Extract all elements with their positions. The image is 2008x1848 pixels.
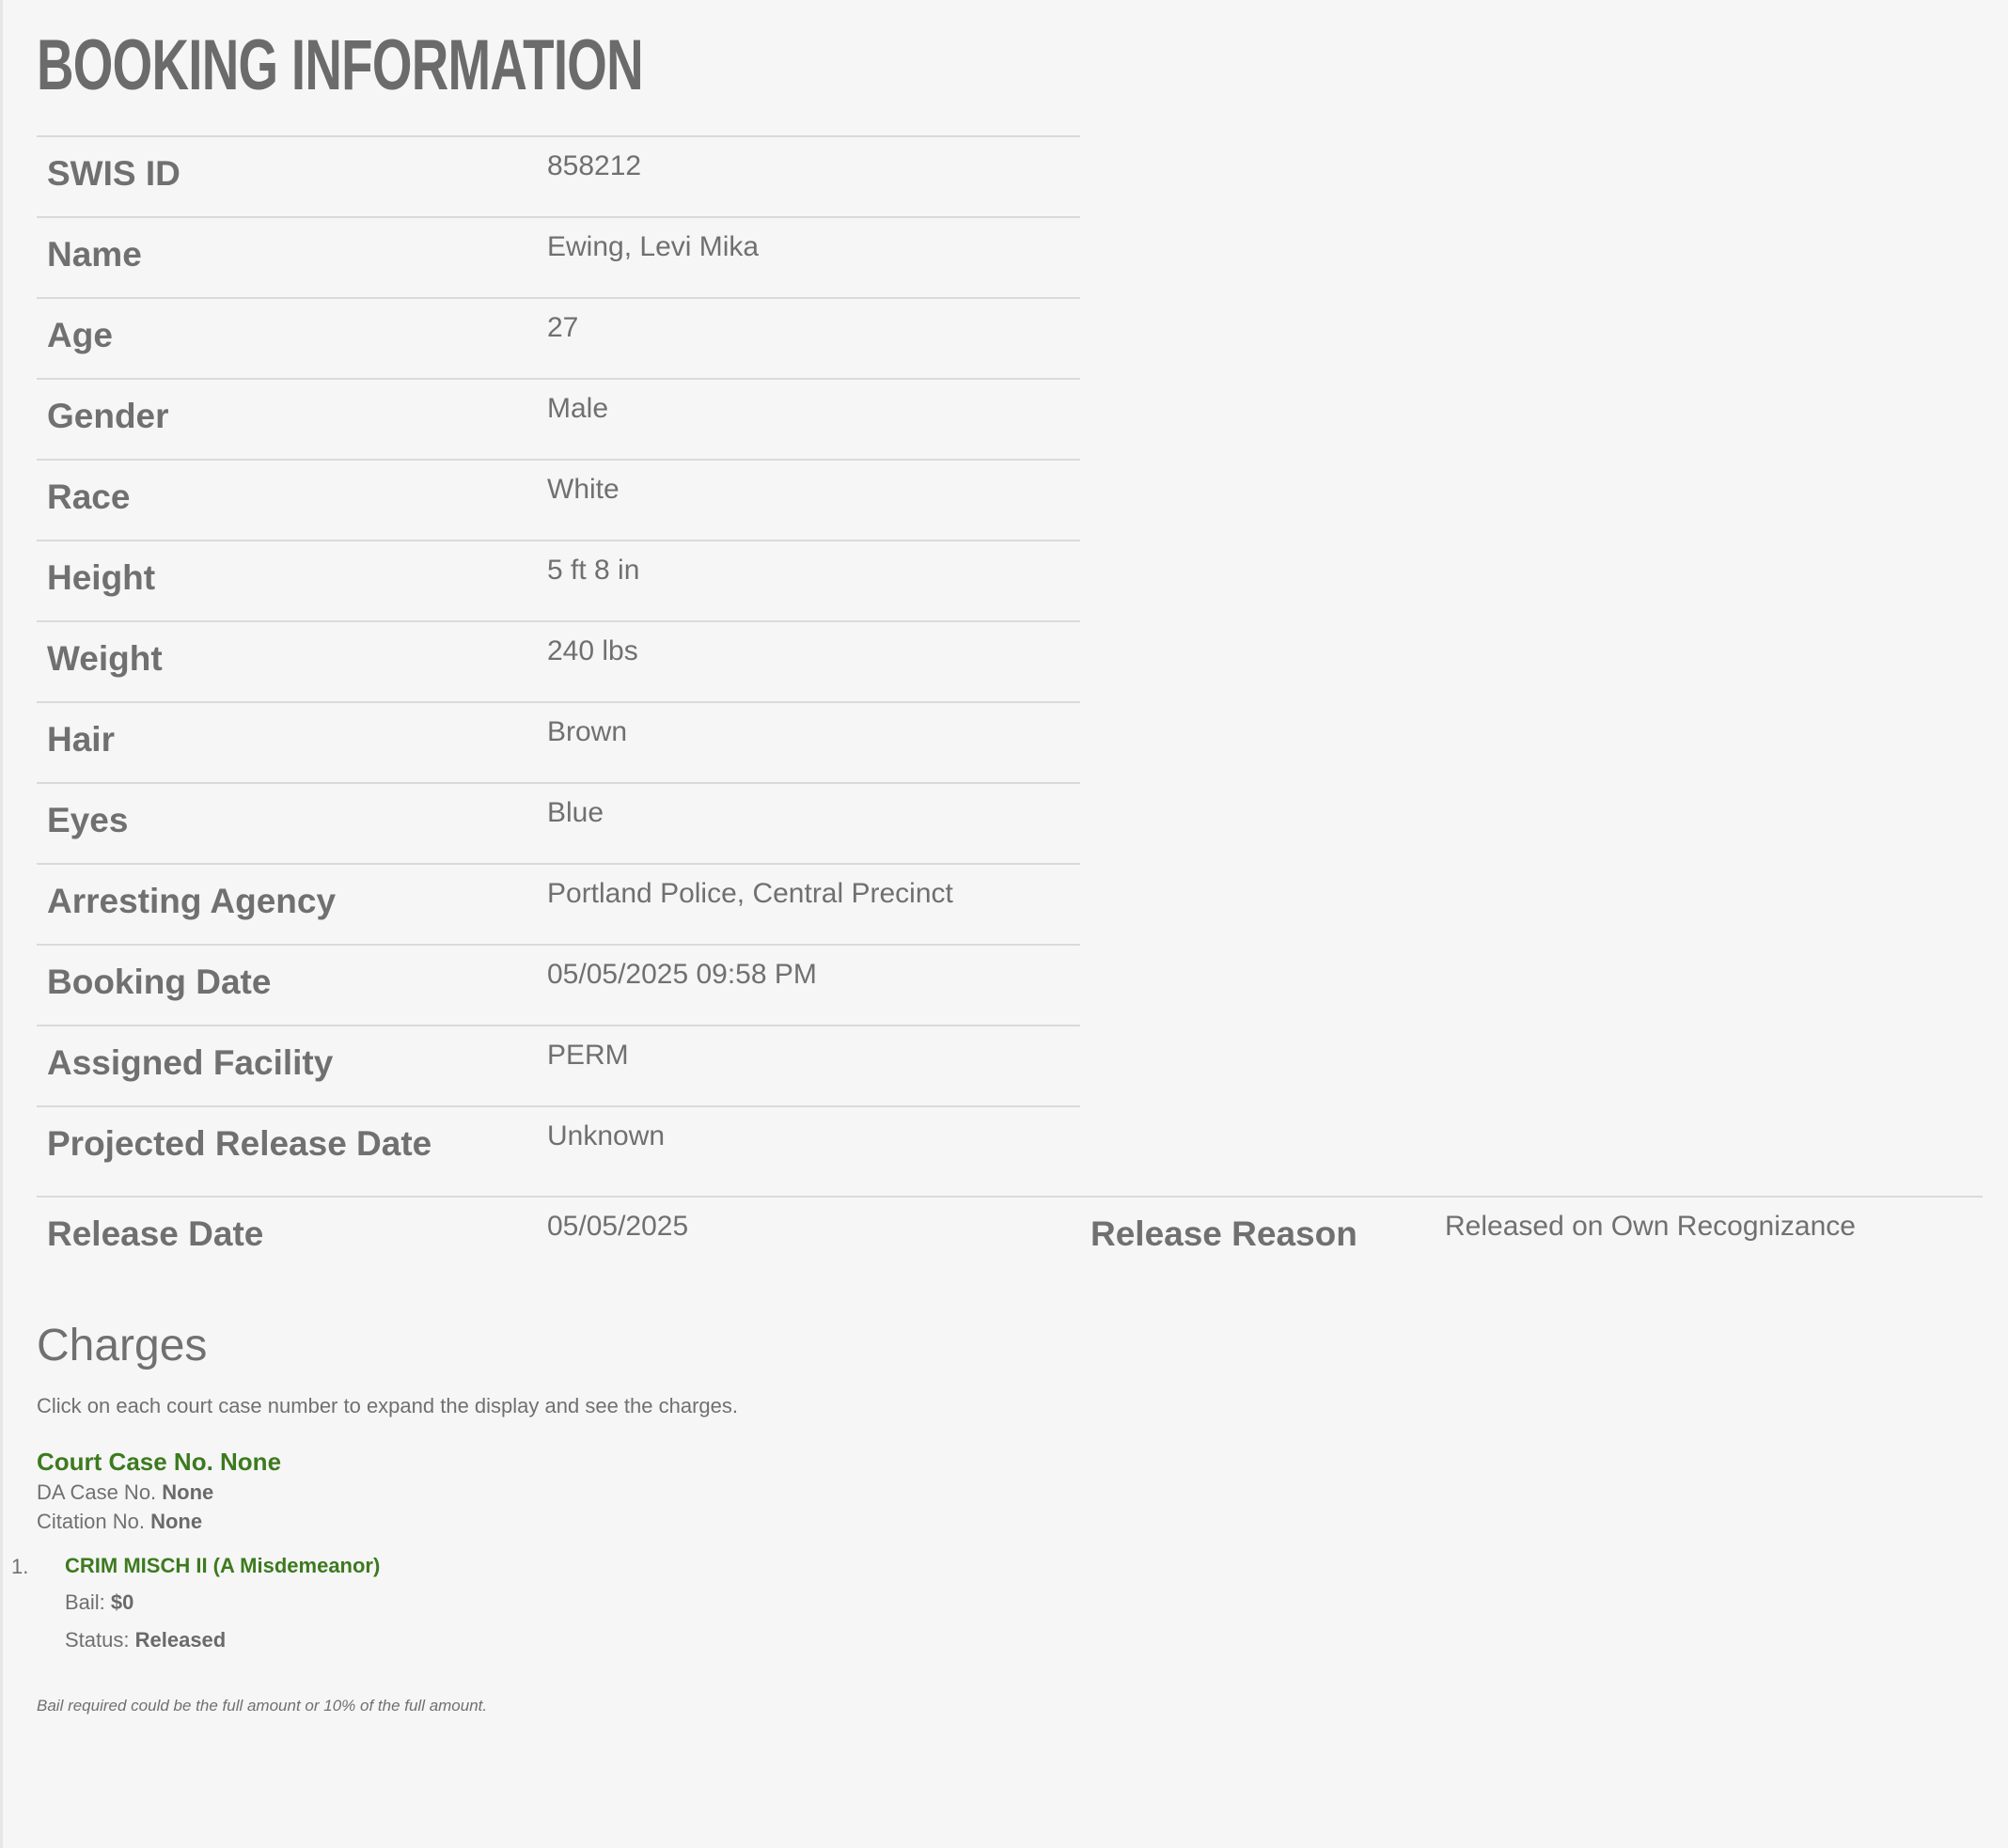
- charges-heading: Charges: [37, 1321, 208, 1370]
- charge-status-line: [65, 1628, 226, 1652]
- charge-bail-line: [65, 1590, 133, 1615]
- bail-value: $0: [110, 1590, 134, 1614]
- info-row-age: [37, 297, 1080, 378]
- info-value: 240 lbs: [547, 635, 638, 666]
- release-date-value: 05/05/2025: [547, 1211, 689, 1242]
- info-label: Hair: [47, 720, 115, 759]
- bail-label: Bail:: [65, 1590, 105, 1614]
- info-value: Brown: [547, 716, 628, 747]
- bail-footnote: Bail required could be the full amount or 10% of the full amount.: [37, 1697, 488, 1715]
- release-date-label: Release Date: [47, 1214, 264, 1253]
- info-value: White: [547, 474, 620, 505]
- info-label: Eyes: [47, 801, 129, 839]
- da-case-value: None: [162, 1480, 214, 1504]
- release-reason-label: Release Reason: [1090, 1214, 1357, 1253]
- info-value: Unknown: [547, 1120, 666, 1151]
- info-label: Age: [47, 316, 113, 354]
- info-row-eyes: [37, 782, 1080, 863]
- info-value: 05/05/2025 09:58 PM: [547, 959, 817, 990]
- info-row-assigned-facility: [37, 1025, 1080, 1105]
- da-case-line: [37, 1480, 213, 1505]
- info-label: Weight: [47, 639, 163, 678]
- info-value: Ewing, Levi Mika: [547, 231, 760, 262]
- citation-line: [37, 1510, 202, 1534]
- page-title: BOOKING INFORMATION: [37, 25, 643, 105]
- info-value: 5 ft 8 in: [547, 555, 640, 586]
- info-row-gender: [37, 378, 1080, 459]
- status-value: Released: [134, 1628, 227, 1652]
- page-left-border: [0, 0, 3, 1848]
- info-label: Projected Release Date: [47, 1124, 432, 1163]
- charges-help-text: Click on each court case number to expand the display and see the charges.: [37, 1394, 739, 1417]
- info-label: Assigned Facility: [47, 1043, 334, 1082]
- info-label: Gender: [47, 397, 169, 435]
- info-label: Race: [47, 478, 131, 516]
- info-row-swis-id: [37, 135, 1080, 216]
- info-row-hair: [37, 701, 1080, 782]
- info-value: Male: [547, 393, 609, 424]
- info-row-race: [37, 459, 1080, 540]
- charge-name-link[interactable]: CRIM MISCH II (A Misdemeanor): [65, 1554, 381, 1577]
- release-reason-value: Released on Own Recognizance: [1445, 1211, 1856, 1242]
- info-value: 858212: [547, 150, 642, 181]
- charge-number: 1.: [11, 1555, 29, 1578]
- info-value: PERM: [547, 1040, 629, 1071]
- info-label: SWIS ID: [47, 154, 180, 193]
- info-row-booking-date: [37, 944, 1080, 1025]
- citation-label: Citation No.: [37, 1510, 145, 1533]
- info-label: Arresting Agency: [47, 882, 337, 920]
- info-value: Portland Police, Central Precinct: [547, 878, 953, 909]
- info-row-name: [37, 216, 1080, 297]
- info-row-weight: [37, 620, 1080, 701]
- info-label: Height: [47, 558, 156, 597]
- court-case-link[interactable]: Court Case No. None: [37, 1448, 282, 1476]
- info-label: Booking Date: [47, 963, 272, 1001]
- release-row: [37, 1196, 1983, 1276]
- info-value: Blue: [547, 797, 604, 828]
- booking-info-table: [37, 135, 1080, 1186]
- info-value: 27: [547, 312, 579, 343]
- info-label: Name: [47, 235, 142, 274]
- info-row-projected-release-date: [37, 1105, 1080, 1186]
- da-case-label: DA Case No.: [37, 1480, 157, 1504]
- status-label: Status:: [65, 1628, 130, 1652]
- info-row-arresting-agency: [37, 863, 1080, 944]
- citation-value: None: [150, 1510, 203, 1533]
- info-row-height: [37, 540, 1080, 620]
